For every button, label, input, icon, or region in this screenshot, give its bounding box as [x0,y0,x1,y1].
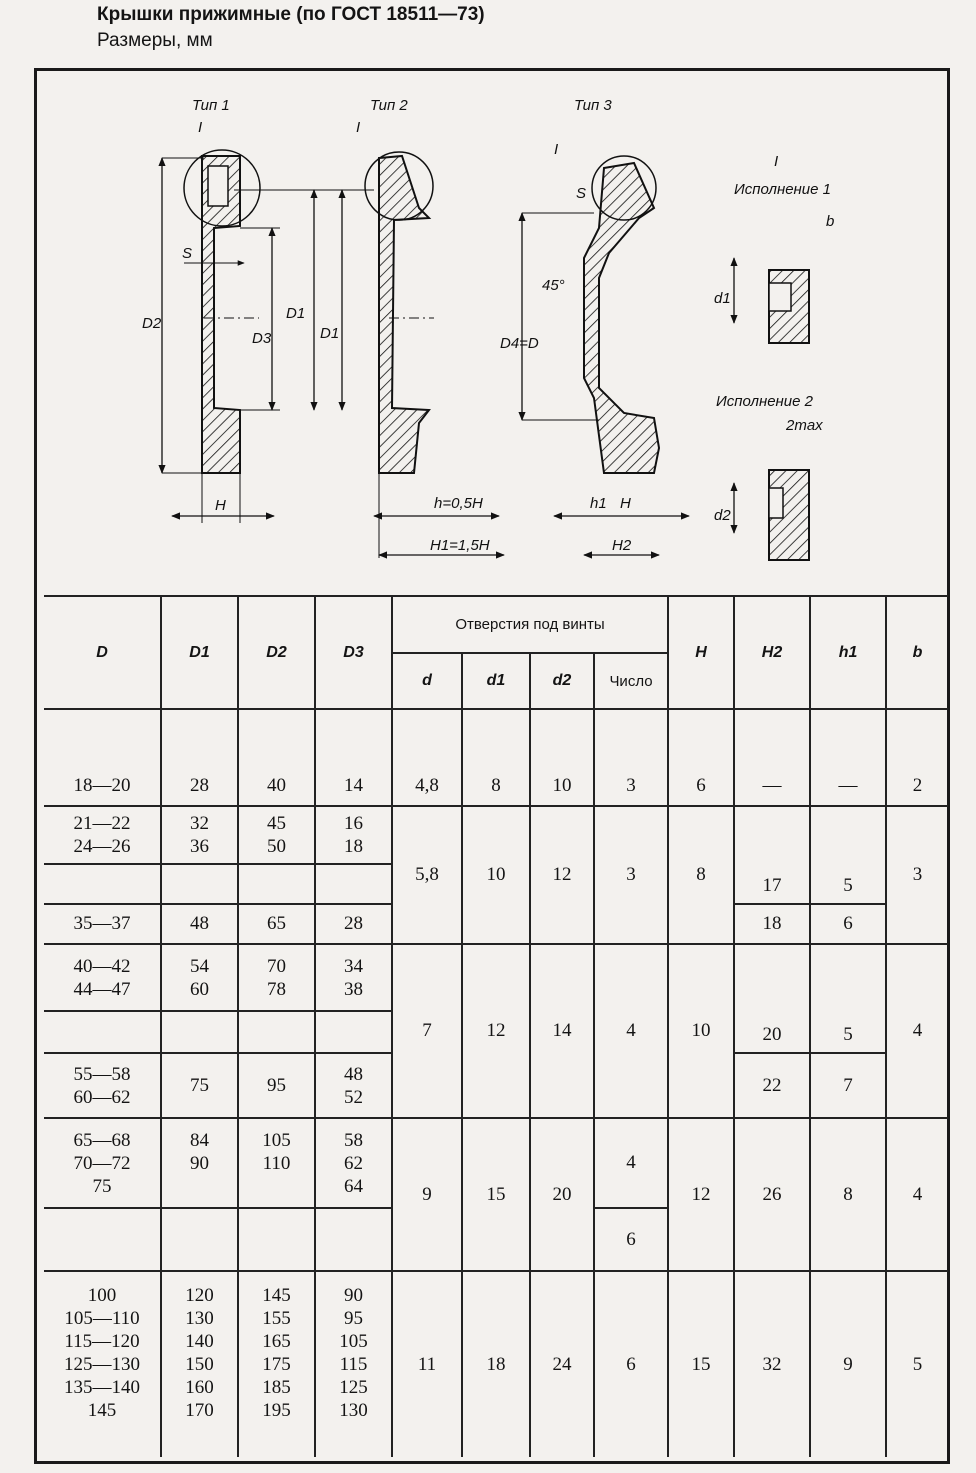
page-subtitle: Размеры, мм [97,30,213,51]
cell-D: 65—68 70—72 75 [44,1118,161,1208]
cell-count: 3 [594,709,668,806]
type3-label: Тип 3 [574,97,612,114]
cell-H: 12 [668,1118,734,1271]
detail-mark-1: I [198,119,203,136]
execution2-label: Исполнение 2 [716,393,814,410]
cell-count: 3 [594,806,668,944]
cell-d: 5,8 [392,806,462,944]
cell-D1 [161,864,238,904]
cell-d1: 18 [462,1271,530,1457]
cell-H: 8 [668,806,734,944]
cell-D [44,864,161,904]
cell-D3 [315,1011,392,1053]
cell-D3: 28 [315,904,392,944]
label-D3: D3 [252,330,272,347]
cell-H: 6 [668,709,734,806]
cell-D3: 48 52 [315,1053,392,1118]
type1-label: Тип 1 [192,97,230,114]
header-D: D [44,596,161,709]
cell-D: 40—42 44—47 [44,944,161,1011]
cell-count: 4 [594,944,668,1118]
label-D2: D2 [142,315,162,332]
cell-D: 18—20 [44,709,161,806]
table-row [44,944,948,1011]
header-D2: D2 [238,596,315,709]
cell-h1: 6 [810,904,886,944]
cell-count: 6 [594,1208,668,1271]
cell-d1: 8 [462,709,530,806]
header-h1: h1 [810,596,886,709]
cell-d: 11 [392,1271,462,1457]
cell-b: 5 [912,1353,923,1375]
cell-D1: 84 90 [161,1118,238,1208]
header-count: Число [594,653,668,709]
cell-H2: 18 [734,904,810,944]
detail-title: I [774,153,779,170]
cell-H: 15 [668,1271,734,1457]
cell-b: 4 [912,1183,923,1205]
cell-d1: 12 [462,944,530,1118]
cell-d: 9 [392,1118,462,1271]
type3-section [500,97,689,555]
cell-d1: 10 [462,806,530,944]
cell-h1: 9 [810,1271,886,1457]
label-d1: d1 [714,290,731,307]
label-D4: D4=D [500,335,539,352]
label-d2: d2 [714,507,731,524]
label-S: S [182,245,193,262]
cell-H2: 20 [734,944,810,1053]
cell-d2: 20 [530,1118,594,1271]
cell-D2: 145 155 165 175 185 195 [238,1271,315,1457]
cell-D2: 45 50 [238,806,315,864]
cell-h1: 8 [810,1118,886,1271]
cell-D1: 28 [161,709,238,806]
cell-h1: 5 [810,806,886,904]
cell-D: 100 105—110 115—120 125—130 135—140 145 [44,1271,161,1457]
type2-label: Тип 2 [370,97,408,114]
page-title: Крышки прижимные (по ГОСТ 18511—73) [97,4,485,25]
cell-D3 [315,1208,392,1271]
cell-count: 6 [594,1271,668,1457]
cell-D1: 32 36 [161,806,238,864]
cell-D: 21—22 24—26 [44,806,161,864]
cell-h1: 7 [810,1053,886,1118]
cell-H2: 26 [734,1118,810,1271]
label-2max: 2max [786,417,823,434]
cell-D: 35—37 [44,904,161,944]
table-row [44,806,948,864]
header-d1: d1 [462,653,530,709]
label-h1: h1 [590,495,607,512]
cell-D1: 54 60 [161,944,238,1011]
cell-D3: 58 62 64 [315,1118,392,1208]
cell-d2: 24 [530,1271,594,1457]
cell-D1: 75 [161,1053,238,1118]
label-b: b [826,213,835,230]
type1-section [142,97,374,523]
cell-D1 [161,1208,238,1271]
dimensions-table [44,595,948,1457]
execution1-label: Исполнение 1 [734,181,832,198]
detail-mark-3: I [554,141,559,158]
cell-D3: 90 95 105 115 125 130 [315,1271,392,1457]
label-S-type3: S [576,185,587,202]
table-row [44,709,948,806]
label-H-type3: H [620,495,631,512]
cell-H2: 22 [734,1053,810,1118]
header-d: d [392,653,462,709]
cell-D [44,1208,161,1271]
cell-D3 [315,864,392,904]
cell-b: 2 [912,775,923,796]
cell-d1: 15 [462,1118,530,1271]
cell-D3: 16 18 [315,806,392,864]
cell-D2: 65 [238,904,315,944]
cell-d: 7 [392,944,462,1118]
technical-drawing [34,68,950,598]
cell-D3: 34 38 [315,944,392,1011]
header-H2: H2 [734,596,810,709]
cell-b: 4 [912,1020,923,1041]
cell-D [44,1011,161,1053]
cell-D2: 40 [238,709,315,806]
header-holes: Отверстия под винты [392,596,668,653]
cell-D2 [238,1011,315,1053]
cell-d2: 12 [530,806,594,944]
cell-D2 [238,1208,315,1271]
cell-D: 55—58 60—62 [44,1053,161,1118]
cell-d2: 10 [530,709,594,806]
cell-d2: 14 [530,944,594,1118]
cell-D1: 48 [161,904,238,944]
label-H2: H2 [612,537,632,554]
detail-section [714,153,834,560]
label-D1-type2: D1 [320,325,340,342]
type2-section [320,97,504,558]
header-D3: D3 [315,596,392,709]
cell-H: 10 [668,944,734,1118]
table-row [44,1118,948,1208]
label-angle: 45° [542,277,565,294]
cell-D2 [238,864,315,904]
cell-D2: 70 78 [238,944,315,1011]
label-D1: D1 [286,305,306,322]
cell-H2: — [734,709,810,806]
table-row [44,1271,948,1457]
label-H: H [215,497,226,514]
detail-mark-2: I [356,119,361,136]
header-D1: D1 [161,596,238,709]
cell-D3: 14 [315,709,392,806]
cell-H2: 32 [734,1271,810,1457]
cell-h1: 5 [810,944,886,1053]
header-b: b [886,596,948,709]
header-H: H [668,596,734,709]
label-H1: H1=1,5H [430,537,490,554]
cell-h1: — [810,709,886,806]
label-h: h=0,5H [434,495,483,512]
cell-H2: 17 [734,806,810,904]
cell-D1: 120 130 140 150 160 170 [161,1271,238,1457]
cell-D2: 105 110 [238,1118,315,1208]
cell-D2: 95 [238,1053,315,1118]
cell-b: 3 [912,864,923,885]
cell-d: 4,8 [392,709,462,806]
cell-count: 4 [594,1118,668,1208]
header-d2: d2 [530,653,594,709]
cell-D1 [161,1011,238,1053]
